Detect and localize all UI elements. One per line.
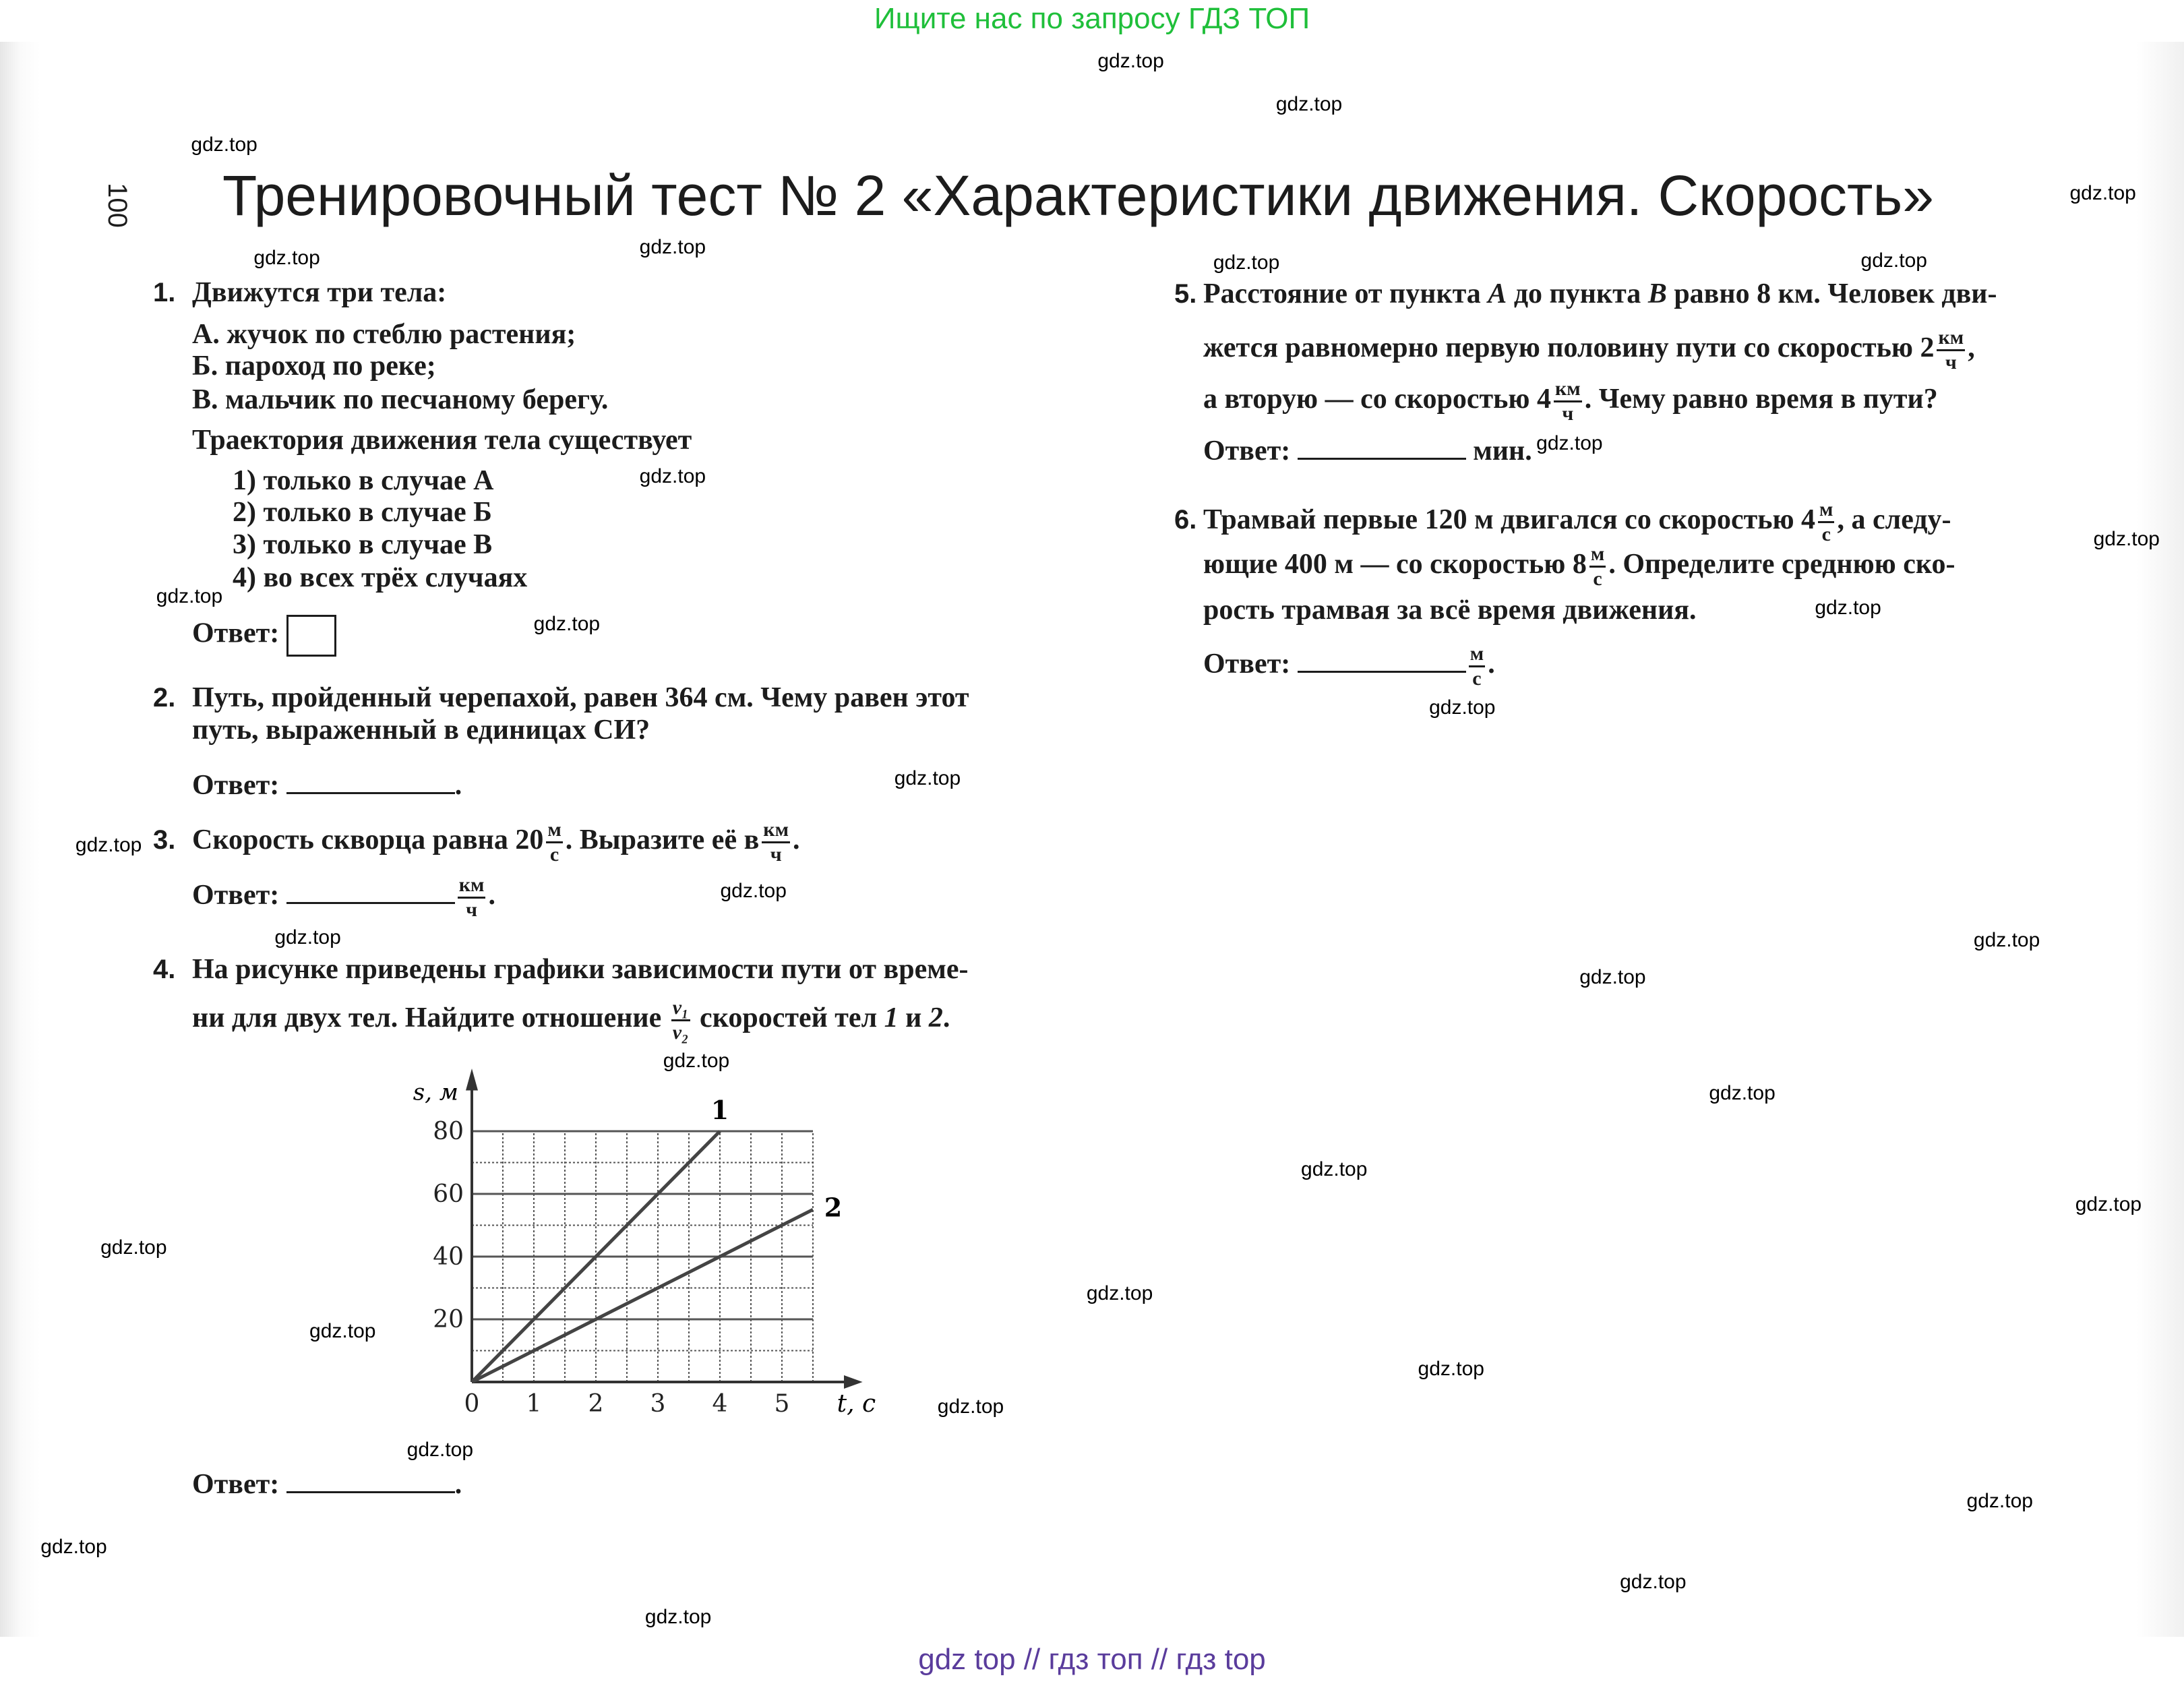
q1-option-a: А. жучок по стеблю растения;	[192, 319, 576, 350]
watermark: gdz.top	[1213, 251, 1280, 274]
distance-time-chart	[377, 1058, 890, 1436]
q4-answer: Ответ: .	[192, 1469, 462, 1500]
watermark: gdz.top	[1418, 1357, 1484, 1380]
watermark: gdz.top	[1579, 966, 1646, 989]
q5-answer: Ответ: мин.	[1203, 435, 1532, 467]
q3-answer: Ответ: км ч .	[192, 873, 495, 921]
y-axis-arrow	[466, 1069, 478, 1091]
q6-line1: Трамвай первые 120 м двигался со скоростью 4 м с , а следу-	[1203, 498, 1951, 545]
q5-number: 5.	[1174, 279, 1197, 309]
q6-line2: ющие 400 м — со скоростью 8 м с . Определите среднюю ско-	[1203, 542, 1955, 590]
page-title: Тренировочный тест № 2 «Характеристики движения. Скорость»	[222, 164, 1934, 227]
watermark: gdz.top	[1709, 1081, 1776, 1104]
watermark: gdz.top	[100, 1236, 167, 1259]
x-axis-arrow	[844, 1375, 863, 1389]
series-label-2: 2	[824, 1192, 843, 1223]
q2-line1: Путь, пройденный черепахой, равен 364 см. Чему равен этот	[192, 682, 969, 713]
q6-answer-blank[interactable]	[1298, 651, 1466, 673]
q1-answer-box[interactable]	[286, 615, 336, 657]
watermark: gdz.top	[2075, 1193, 2142, 1216]
watermark: gdz.top	[663, 1049, 730, 1072]
watermark: gdz.top	[639, 464, 706, 487]
x-tick-label: 3	[650, 1390, 666, 1418]
watermark: gdz.top	[1966, 1490, 2033, 1513]
q4-line2: ни для двух тел. Найдите отношение $\frac{\text{v₁}}{\text{v₂}}$ скоростей тел 1 и 2.	[192, 996, 950, 1044]
watermark: gdz.top	[1301, 1158, 1368, 1181]
q2-number: 2.	[153, 683, 176, 713]
q1-choice-4: 4) во всех трёх случаях	[233, 562, 528, 593]
watermark: gdz.top	[1815, 597, 1881, 620]
q5-line2: жется равномерно первую половину пути со скоростью 2 км ч ,	[1203, 326, 1975, 373]
q1-choice-1: 1) только в случае А	[233, 465, 494, 496]
q1-option-b: Б. пароход по реке;	[192, 351, 436, 382]
x-axis-label: t, с	[837, 1390, 876, 1418]
series-label-1: 1	[710, 1095, 729, 1125]
page-number: 100	[102, 183, 132, 228]
x-tick-label: 0	[464, 1390, 480, 1418]
watermark: gdz.top	[253, 246, 320, 269]
watermark: gdz.top	[406, 1439, 474, 1462]
x-tick-label: 5	[774, 1390, 790, 1418]
q1-option-c: В. мальчик по песчаному берегу.	[192, 384, 609, 415]
q2-line2: путь, выраженный в единицах СИ?	[192, 715, 650, 746]
watermark: gdz.top	[274, 926, 341, 949]
q6-line3: рость трамвая за всё время движения.	[1203, 595, 1697, 626]
y-tick-label: 60	[433, 1180, 464, 1208]
watermark: gdz.top	[937, 1395, 1004, 1418]
watermark: gdz.top	[40, 1536, 107, 1559]
watermark: gdz.top	[2069, 182, 2136, 205]
watermark: gdz.top	[639, 235, 706, 258]
watermark: gdz.top	[1536, 432, 1603, 455]
y-axis-label: s, м	[413, 1079, 458, 1106]
q1-text: Движутся три тела:	[192, 277, 447, 308]
q5-line3: а вторую — со скоростью 4 км ч . Чему равно время в пути?	[1203, 377, 1938, 425]
watermark: gdz.top	[1620, 1570, 1687, 1593]
q1-answer: Ответ:	[192, 615, 336, 657]
watermark: gdz.top	[1973, 928, 2040, 951]
q4-line1: На рисунке приведены графики зависимости пути от време-	[192, 954, 969, 985]
q1-choice-3: 3) только в случае В	[233, 529, 493, 560]
x-tick-label: 1	[526, 1390, 542, 1418]
search-banner: Ищите нас по запросу ГДЗ ТОП	[874, 2, 1310, 35]
watermark: gdz.top	[1086, 1282, 1153, 1305]
q1-prompt: Траектория движения тела существует	[192, 425, 692, 456]
watermark: gdz.top	[309, 1320, 376, 1343]
y-tick-label: 80	[433, 1118, 464, 1145]
x-tick-label: 4	[712, 1390, 728, 1418]
watermark: gdz.top	[894, 766, 961, 789]
y-tick-label: 20	[433, 1306, 464, 1333]
q2-answer-blank[interactable]	[286, 772, 455, 794]
watermark: gdz.top	[2093, 527, 2160, 550]
q6-number: 6.	[1174, 505, 1197, 535]
watermark: gdz.top	[533, 612, 601, 635]
q3-text: Скорость скворца равна 20 м с . Выразите её в км ч .	[192, 818, 800, 866]
q5-line1: Расстояние от пункта A до пункта B равно 8 км. Человек дви-	[1203, 278, 1997, 309]
q3-answer-blank[interactable]	[286, 882, 455, 904]
watermark: gdz.top	[1429, 696, 1496, 719]
watermark: gdz.top	[191, 133, 257, 156]
series-line-2	[472, 1209, 813, 1382]
q3-number: 3.	[153, 825, 176, 855]
q5-answer-blank[interactable]	[1298, 438, 1466, 460]
q1-number: 1.	[153, 278, 176, 307]
watermark: gdz.top	[1860, 249, 1927, 272]
footer-links[interactable]: gdz top // гдз топ // гдз top	[918, 1643, 1266, 1676]
q6-answer: Ответ: м с .	[1203, 642, 1495, 690]
q4-answer-blank[interactable]	[286, 1471, 455, 1493]
x-tick-label: 2	[588, 1390, 604, 1418]
watermark: gdz.top	[1097, 49, 1164, 72]
watermark: gdz.top	[644, 1605, 712, 1628]
watermark: gdz.top	[75, 834, 142, 857]
watermark: gdz.top	[156, 585, 223, 608]
watermark: gdz.top	[720, 880, 787, 903]
q2-answer: Ответ: .	[192, 770, 462, 801]
q4-number: 4.	[153, 955, 176, 984]
y-tick-label: 40	[433, 1243, 464, 1271]
watermark: gdz.top	[1275, 92, 1343, 115]
q1-choice-2: 2) только в случае Б	[233, 497, 492, 528]
